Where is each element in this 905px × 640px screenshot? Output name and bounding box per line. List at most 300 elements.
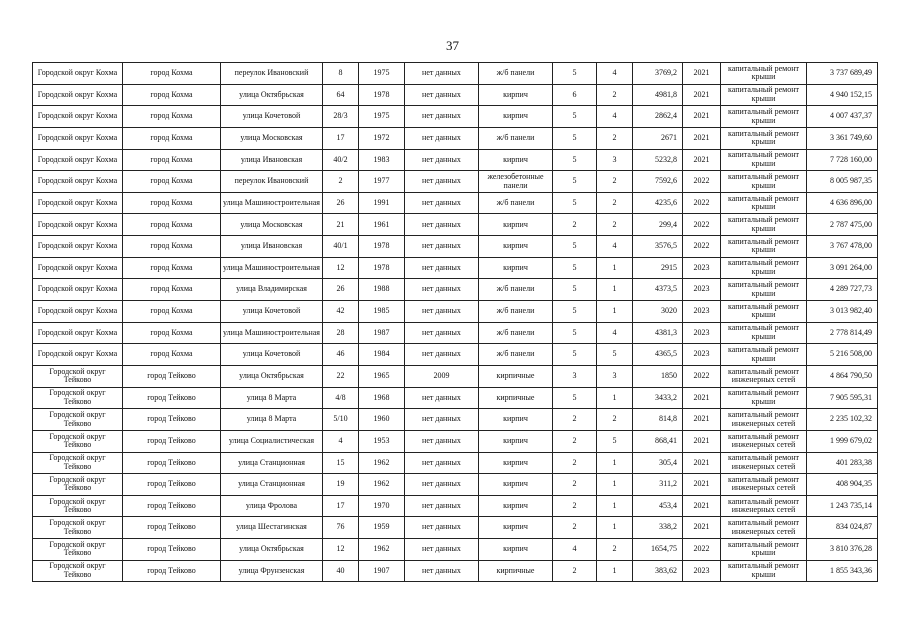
cell-cost: 3 361 749,60	[807, 127, 878, 149]
cell-house-number: 17	[323, 127, 359, 149]
cell-floors: 2	[553, 560, 597, 582]
cell-settlement: город Кохма	[123, 63, 221, 85]
cell-work-type: капитальный ремонт крыши	[721, 171, 807, 193]
cell-street: улица Ивановская	[221, 236, 323, 258]
page-number: 37	[446, 38, 459, 53]
cell-floors: 5	[553, 149, 597, 171]
cell-cost: 834 024,87	[807, 517, 878, 539]
cell-wall-material: кирпич	[479, 149, 553, 171]
cell-wall-material: кирпич	[479, 106, 553, 128]
cell-house-number: 4/8	[323, 387, 359, 409]
cell-house-number: 42	[323, 301, 359, 323]
cell-reconstruction-year: нет данных	[405, 430, 479, 452]
cell-area: 3576,5	[633, 236, 683, 258]
cell-reconstruction-year: нет данных	[405, 192, 479, 214]
cell-street: улица Машиностроительная	[221, 192, 323, 214]
cell-wall-material: ж/б панели	[479, 279, 553, 301]
cell-floors: 2	[553, 430, 597, 452]
cell-repair-year: 2021	[683, 127, 721, 149]
cell-wall-material: ж/б панели	[479, 301, 553, 323]
cell-area: 814,8	[633, 409, 683, 431]
cell-entrances: 2	[597, 171, 633, 193]
cell-reconstruction-year: нет данных	[405, 474, 479, 496]
cell-municipality: Городской округ Тейково	[33, 430, 123, 452]
cell-wall-material: кирпич	[479, 214, 553, 236]
cell-cost: 408 904,35	[807, 474, 878, 496]
cell-street: улица Станционная	[221, 452, 323, 474]
cell-floors: 2	[553, 517, 597, 539]
cell-cost: 3 767 478,00	[807, 236, 878, 258]
cell-repair-year: 2023	[683, 301, 721, 323]
cell-street: улица Московская	[221, 127, 323, 149]
cell-house-number: 8	[323, 63, 359, 85]
cell-floors: 5	[553, 322, 597, 344]
cell-street: переулок Ивановский	[221, 63, 323, 85]
cell-street: улица Кочетовой	[221, 301, 323, 323]
cell-wall-material: кирпич	[479, 495, 553, 517]
housing-repair-table	[32, 62, 878, 582]
cell-area: 299,4	[633, 214, 683, 236]
cell-settlement: город Тейково	[123, 430, 221, 452]
cell-house-number: 2	[323, 171, 359, 193]
cell-repair-year: 2021	[683, 474, 721, 496]
table-row	[33, 430, 878, 452]
cell-settlement: город Тейково	[123, 539, 221, 561]
cell-repair-year: 2021	[683, 495, 721, 517]
cell-wall-material: кирпич	[479, 430, 553, 452]
cell-municipality: Городской округ Кохма	[33, 84, 123, 106]
cell-settlement: город Кохма	[123, 236, 221, 258]
cell-street: улица Станционная	[221, 474, 323, 496]
cell-wall-material: ж/б панели	[479, 63, 553, 85]
cell-build-year: 1953	[359, 430, 405, 452]
cell-entrances: 1	[597, 257, 633, 279]
cell-house-number: 5/10	[323, 409, 359, 431]
cell-entrances: 5	[597, 430, 633, 452]
cell-entrances: 4	[597, 236, 633, 258]
cell-wall-material: кирпич	[479, 452, 553, 474]
cell-area: 3433,2	[633, 387, 683, 409]
cell-area: 2671	[633, 127, 683, 149]
cell-wall-material: кирпичные	[479, 560, 553, 582]
cell-street: улица Ивановская	[221, 149, 323, 171]
cell-work-type: капитальный ремонт крыши	[721, 344, 807, 366]
cell-build-year: 1959	[359, 517, 405, 539]
cell-reconstruction-year: 2009	[405, 365, 479, 387]
cell-cost: 5 216 508,00	[807, 344, 878, 366]
table-row	[33, 106, 878, 128]
cell-cost: 4 007 437,37	[807, 106, 878, 128]
cell-repair-year: 2021	[683, 63, 721, 85]
table-row	[33, 257, 878, 279]
cell-repair-year: 2022	[683, 236, 721, 258]
table-row	[33, 387, 878, 409]
cell-entrances: 5	[597, 344, 633, 366]
cell-repair-year: 2021	[683, 387, 721, 409]
cell-street: улица Шестагинская	[221, 517, 323, 539]
cell-cost: 2 778 814,49	[807, 322, 878, 344]
cell-work-type: капитальный ремонт крыши	[721, 387, 807, 409]
cell-entrances: 1	[597, 279, 633, 301]
cell-street: улица Социалистическая	[221, 430, 323, 452]
cell-work-type: капитальный ремонт инженерных сетей	[721, 517, 807, 539]
cell-area: 4373,5	[633, 279, 683, 301]
cell-floors: 3	[553, 365, 597, 387]
cell-build-year: 1961	[359, 214, 405, 236]
cell-wall-material: кирпич	[479, 539, 553, 561]
cell-entrances: 2	[597, 84, 633, 106]
cell-street: улица Владимирская	[221, 279, 323, 301]
cell-settlement: город Тейково	[123, 452, 221, 474]
cell-repair-year: 2022	[683, 539, 721, 561]
table-row	[33, 495, 878, 517]
cell-work-type: капитальный ремонт инженерных сетей	[721, 430, 807, 452]
table-row	[33, 452, 878, 474]
cell-house-number: 40/1	[323, 236, 359, 258]
cell-municipality: Городской округ Тейково	[33, 474, 123, 496]
cell-settlement: город Кохма	[123, 322, 221, 344]
cell-reconstruction-year: нет данных	[405, 214, 479, 236]
cell-area: 4981,8	[633, 84, 683, 106]
cell-floors: 5	[553, 387, 597, 409]
cell-reconstruction-year: нет данных	[405, 560, 479, 582]
cell-area: 311,2	[633, 474, 683, 496]
cell-entrances: 3	[597, 149, 633, 171]
cell-municipality: Городской округ Тейково	[33, 517, 123, 539]
cell-work-type: капитальный ремонт инженерных сетей	[721, 495, 807, 517]
cell-area: 2915	[633, 257, 683, 279]
cell-street: улица Машиностроительная	[221, 257, 323, 279]
cell-reconstruction-year: нет данных	[405, 322, 479, 344]
cell-build-year: 1960	[359, 409, 405, 431]
cell-area: 5232,8	[633, 149, 683, 171]
cell-municipality: Городской округ Кохма	[33, 106, 123, 128]
cell-repair-year: 2021	[683, 430, 721, 452]
cell-build-year: 1978	[359, 84, 405, 106]
cell-area: 4365,5	[633, 344, 683, 366]
cell-build-year: 1983	[359, 149, 405, 171]
cell-house-number: 15	[323, 452, 359, 474]
cell-entrances: 2	[597, 127, 633, 149]
cell-reconstruction-year: нет данных	[405, 236, 479, 258]
cell-wall-material: железобетонные панели	[479, 171, 553, 193]
cell-build-year: 1978	[359, 257, 405, 279]
table-row	[33, 474, 878, 496]
cell-floors: 5	[553, 344, 597, 366]
cell-work-type: капитальный ремонт крыши	[721, 539, 807, 561]
cell-floors: 5	[553, 192, 597, 214]
cell-house-number: 40/2	[323, 149, 359, 171]
table-row	[33, 171, 878, 193]
cell-reconstruction-year: нет данных	[405, 84, 479, 106]
cell-build-year: 1970	[359, 495, 405, 517]
cell-area: 868,41	[633, 430, 683, 452]
cell-settlement: город Кохма	[123, 279, 221, 301]
cell-cost: 1 999 679,02	[807, 430, 878, 452]
cell-work-type: капитальный ремонт крыши	[721, 236, 807, 258]
cell-street: улица 8 Марта	[221, 387, 323, 409]
cell-work-type: капитальный ремонт крыши	[721, 257, 807, 279]
cell-municipality: Городской округ Кохма	[33, 127, 123, 149]
cell-cost: 8 005 987,35	[807, 171, 878, 193]
cell-house-number: 28	[323, 322, 359, 344]
cell-street: улица Фрунзенская	[221, 560, 323, 582]
cell-reconstruction-year: нет данных	[405, 409, 479, 431]
cell-municipality: Городской округ Тейково	[33, 539, 123, 561]
cell-entrances: 1	[597, 452, 633, 474]
cell-entrances: 4	[597, 63, 633, 85]
cell-entrances: 1	[597, 301, 633, 323]
cell-wall-material: кирпичные	[479, 365, 553, 387]
cell-reconstruction-year: нет данных	[405, 452, 479, 474]
cell-entrances: 1	[597, 560, 633, 582]
cell-municipality: Городской округ Кохма	[33, 214, 123, 236]
cell-municipality: Городской округ Кохма	[33, 171, 123, 193]
cell-reconstruction-year: нет данных	[405, 301, 479, 323]
cell-build-year: 1972	[359, 127, 405, 149]
table-row	[33, 409, 878, 431]
cell-municipality: Городской округ Кохма	[33, 301, 123, 323]
cell-street: улица Московская	[221, 214, 323, 236]
table-row	[33, 279, 878, 301]
cell-house-number: 21	[323, 214, 359, 236]
cell-settlement: город Кохма	[123, 301, 221, 323]
cell-floors: 2	[553, 409, 597, 431]
cell-street: улица Машиностроительная	[221, 322, 323, 344]
cell-house-number: 26	[323, 192, 359, 214]
table-row	[33, 344, 878, 366]
cell-street: улица 8 Марта	[221, 409, 323, 431]
cell-entrances: 4	[597, 322, 633, 344]
cell-street: улица Кочетовой	[221, 106, 323, 128]
cell-cost: 3 810 376,28	[807, 539, 878, 561]
cell-municipality: Городской округ Тейково	[33, 365, 123, 387]
cell-cost: 3 737 689,49	[807, 63, 878, 85]
cell-repair-year: 2021	[683, 106, 721, 128]
table-row	[33, 149, 878, 171]
cell-floors: 5	[553, 63, 597, 85]
cell-area: 383,62	[633, 560, 683, 582]
cell-settlement: город Тейково	[123, 517, 221, 539]
cell-street: улица Октябрьская	[221, 365, 323, 387]
cell-cost: 7 905 595,31	[807, 387, 878, 409]
cell-settlement: город Кохма	[123, 106, 221, 128]
cell-cost: 4 864 790,50	[807, 365, 878, 387]
cell-repair-year: 2023	[683, 344, 721, 366]
cell-municipality: Городской округ Кохма	[33, 192, 123, 214]
cell-work-type: капитальный ремонт крыши	[721, 84, 807, 106]
cell-floors: 5	[553, 257, 597, 279]
cell-work-type: капитальный ремонт крыши	[721, 127, 807, 149]
cell-street: улица Фролова	[221, 495, 323, 517]
cell-build-year: 1987	[359, 322, 405, 344]
cell-municipality: Городской округ Тейково	[33, 452, 123, 474]
cell-entrances: 2	[597, 409, 633, 431]
cell-entrances: 2	[597, 539, 633, 561]
cell-house-number: 4	[323, 430, 359, 452]
cell-street: переулок Ивановский	[221, 171, 323, 193]
cell-floors: 4	[553, 539, 597, 561]
cell-work-type: капитальный ремонт крыши	[721, 322, 807, 344]
cell-municipality: Городской округ Кохма	[33, 279, 123, 301]
cell-reconstruction-year: нет данных	[405, 279, 479, 301]
cell-settlement: город Кохма	[123, 127, 221, 149]
cell-settlement: город Тейково	[123, 409, 221, 431]
cell-repair-year: 2023	[683, 322, 721, 344]
cell-build-year: 1965	[359, 365, 405, 387]
cell-cost: 3 013 982,40	[807, 301, 878, 323]
cell-area: 1654,75	[633, 539, 683, 561]
cell-settlement: город Кохма	[123, 84, 221, 106]
cell-floors: 2	[553, 452, 597, 474]
cell-entrances: 2	[597, 214, 633, 236]
cell-settlement: город Кохма	[123, 257, 221, 279]
cell-build-year: 1978	[359, 236, 405, 258]
cell-work-type: капитальный ремонт крыши	[721, 106, 807, 128]
cell-repair-year: 2023	[683, 560, 721, 582]
cell-cost: 4 289 727,73	[807, 279, 878, 301]
cell-wall-material: ж/б панели	[479, 127, 553, 149]
cell-build-year: 1977	[359, 171, 405, 193]
cell-work-type: капитальный ремонт инженерных сетей	[721, 365, 807, 387]
cell-municipality: Городской округ Тейково	[33, 387, 123, 409]
table-row	[33, 539, 878, 561]
cell-reconstruction-year: нет данных	[405, 387, 479, 409]
cell-wall-material: ж/б панели	[479, 344, 553, 366]
cell-floors: 2	[553, 474, 597, 496]
cell-build-year: 1984	[359, 344, 405, 366]
table-row	[33, 301, 878, 323]
table-row	[33, 63, 878, 85]
cell-street: улица Октябрьская	[221, 539, 323, 561]
cell-settlement: город Тейково	[123, 495, 221, 517]
cell-repair-year: 2021	[683, 149, 721, 171]
cell-area: 4381,3	[633, 322, 683, 344]
cell-municipality: Городской округ Тейково	[33, 409, 123, 431]
cell-build-year: 1962	[359, 539, 405, 561]
cell-entrances: 1	[597, 495, 633, 517]
cell-wall-material: кирпич	[479, 236, 553, 258]
cell-house-number: 22	[323, 365, 359, 387]
cell-reconstruction-year: нет данных	[405, 63, 479, 85]
cell-house-number: 19	[323, 474, 359, 496]
cell-repair-year: 2022	[683, 171, 721, 193]
cell-repair-year: 2022	[683, 192, 721, 214]
cell-settlement: город Кохма	[123, 192, 221, 214]
cell-cost: 3 091 264,00	[807, 257, 878, 279]
cell-area: 338,2	[633, 517, 683, 539]
cell-house-number: 76	[323, 517, 359, 539]
cell-area: 4235,6	[633, 192, 683, 214]
cell-work-type: капитальный ремонт крыши	[721, 63, 807, 85]
cell-municipality: Городской округ Кохма	[33, 257, 123, 279]
cell-reconstruction-year: нет данных	[405, 517, 479, 539]
cell-street: улица Кочетовой	[221, 344, 323, 366]
cell-repair-year: 2021	[683, 409, 721, 431]
cell-cost: 2 235 102,32	[807, 409, 878, 431]
cell-municipality: Городской округ Кохма	[33, 322, 123, 344]
cell-work-type: капитальный ремонт крыши	[721, 192, 807, 214]
table-row	[33, 127, 878, 149]
cell-cost: 401 283,38	[807, 452, 878, 474]
cell-wall-material: ж/б панели	[479, 192, 553, 214]
cell-house-number: 26	[323, 279, 359, 301]
cell-house-number: 40	[323, 560, 359, 582]
cell-repair-year: 2023	[683, 257, 721, 279]
table-row	[33, 192, 878, 214]
cell-floors: 2	[553, 495, 597, 517]
cell-wall-material: ж/б панели	[479, 322, 553, 344]
cell-house-number: 17	[323, 495, 359, 517]
cell-floors: 6	[553, 84, 597, 106]
cell-cost: 1 243 735,14	[807, 495, 878, 517]
cell-street: улица Октябрьская	[221, 84, 323, 106]
cell-cost: 4 940 152,15	[807, 84, 878, 106]
cell-repair-year: 2021	[683, 452, 721, 474]
table-row	[33, 517, 878, 539]
cell-reconstruction-year: нет данных	[405, 127, 479, 149]
cell-repair-year: 2021	[683, 84, 721, 106]
cell-build-year: 1968	[359, 387, 405, 409]
cell-floors: 5	[553, 127, 597, 149]
cell-build-year: 1962	[359, 452, 405, 474]
table-row	[33, 214, 878, 236]
cell-cost: 2 787 475,00	[807, 214, 878, 236]
cell-cost: 4 636 896,00	[807, 192, 878, 214]
cell-area: 7592,6	[633, 171, 683, 193]
table-row	[33, 560, 878, 582]
cell-cost: 7 728 160,00	[807, 149, 878, 171]
cell-settlement: город Кохма	[123, 149, 221, 171]
cell-floors: 5	[553, 171, 597, 193]
table-body	[33, 63, 878, 582]
cell-entrances: 1	[597, 387, 633, 409]
cell-build-year: 1975	[359, 106, 405, 128]
cell-reconstruction-year: нет данных	[405, 257, 479, 279]
cell-area: 2862,4	[633, 106, 683, 128]
cell-settlement: город Кохма	[123, 171, 221, 193]
cell-settlement: город Тейково	[123, 560, 221, 582]
cell-wall-material: кирпич	[479, 409, 553, 431]
cell-reconstruction-year: нет данных	[405, 495, 479, 517]
cell-work-type: капитальный ремонт инженерных сетей	[721, 452, 807, 474]
cell-municipality: Городской округ Тейково	[33, 495, 123, 517]
cell-entrances: 3	[597, 365, 633, 387]
cell-wall-material: кирпич	[479, 474, 553, 496]
cell-area: 3769,2	[633, 63, 683, 85]
cell-area: 1850	[633, 365, 683, 387]
cell-settlement: город Кохма	[123, 344, 221, 366]
cell-entrances: 4	[597, 106, 633, 128]
cell-build-year: 1962	[359, 474, 405, 496]
cell-house-number: 12	[323, 539, 359, 561]
cell-house-number: 46	[323, 344, 359, 366]
cell-wall-material: кирпич	[479, 517, 553, 539]
cell-cost: 1 855 343,36	[807, 560, 878, 582]
cell-settlement: город Тейково	[123, 387, 221, 409]
cell-work-type: капитальный ремонт крыши	[721, 279, 807, 301]
table-row	[33, 365, 878, 387]
cell-repair-year: 2021	[683, 517, 721, 539]
cell-repair-year: 2023	[683, 279, 721, 301]
cell-entrances: 1	[597, 474, 633, 496]
cell-wall-material: кирпич	[479, 84, 553, 106]
cell-reconstruction-year: нет данных	[405, 171, 479, 193]
cell-work-type: капитальный ремонт крыши	[721, 214, 807, 236]
cell-municipality: Городской округ Кохма	[33, 149, 123, 171]
cell-floors: 5	[553, 279, 597, 301]
cell-reconstruction-year: нет данных	[405, 539, 479, 561]
